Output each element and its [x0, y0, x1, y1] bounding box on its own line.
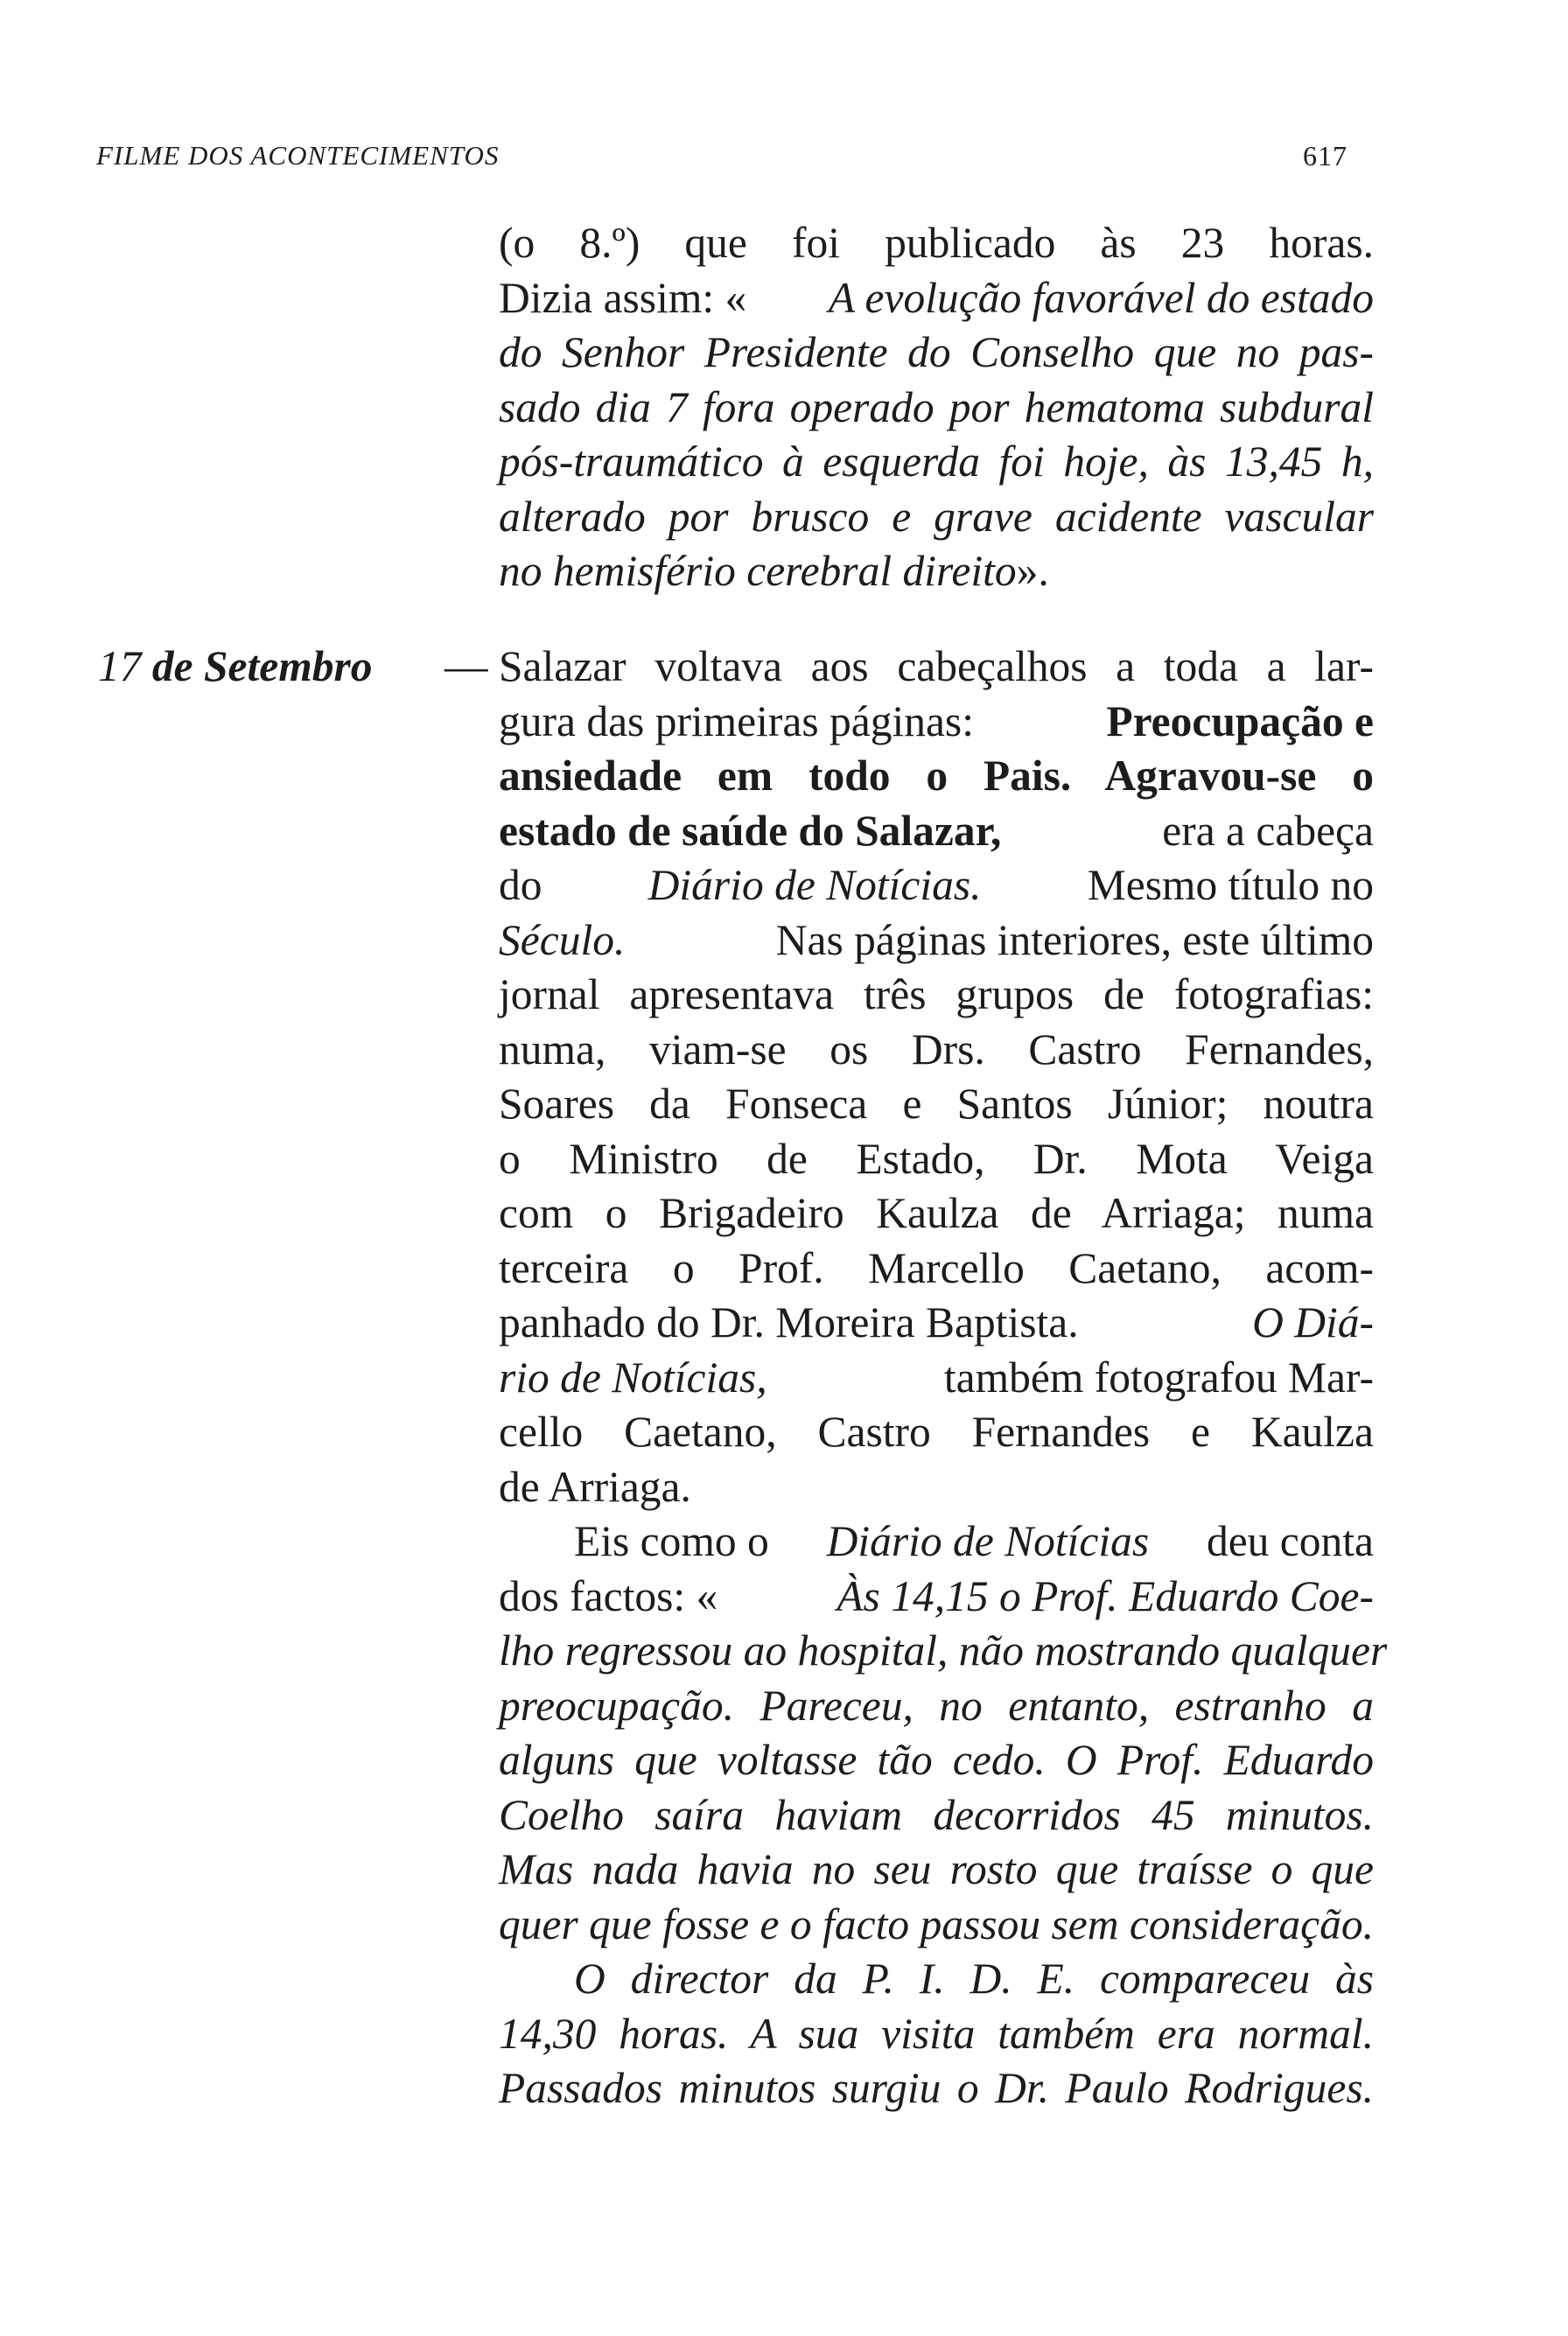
text-line: dos factos: « Às 14,15 o Prof. Eduardo Coe-	[499, 1571, 1374, 1620]
text-line: jornal apresentava três grupos de fotografias:	[499, 970, 1374, 1018]
text-line: Salazar voltava aos cabeçalhos a toda a lar-	[499, 642, 1374, 690]
entry-date	[98, 640, 372, 695]
running-head	[96, 140, 1348, 182]
text-line: do Diário de Notícias. Mesmo título no	[499, 861, 1374, 909]
text-line: Passados minutos surgiu o Dr. Paulo Rodrigues.	[499, 2064, 1374, 2112]
text-line: estado de saúde do Salazar, era a cabeça	[499, 804, 1374, 859]
text-line: rio de Notícias, também fotografou Mar-	[499, 1353, 1374, 1402]
text-line: no hemisfério cerebral direito ».	[499, 547, 1049, 595]
text-line: o Ministro de Estado, Dr. Mota Veiga	[499, 1134, 1374, 1183]
entry-date-month: de Setembro	[151, 642, 373, 690]
text-line: O director da P. I. D. E. compareceu às	[574, 1955, 1374, 2003]
text-line: quer que fosse e o facto passou sem consideração.	[499, 1899, 1374, 1948]
text-line: Dizia assim: « A evolução favorável do estado	[499, 273, 1374, 322]
text-line: alterado por brusco e grave acidente vascular	[499, 492, 1374, 541]
text-line: 14,30 horas. A sua visita também era normal.	[499, 2009, 1374, 2058]
text-line: numa, viam-se os Drs. Castro Fernandes,	[499, 1025, 1374, 1074]
text-line: com o Brigadeiro Kaulza de Arriaga; numa	[499, 1189, 1374, 1237]
text-line: Mas nada havia no seu rosto que traísse o que	[499, 1845, 1374, 1893]
entry-dash: —	[444, 642, 488, 690]
text-line: terceira o Prof. Marcello Caetano, acom-	[499, 1243, 1374, 1292]
text-line: (o 8.º) que foi publicado às 23 horas.	[499, 219, 1374, 267]
text-line: cello Caetano, Castro Fernandes e Kaulza	[499, 1408, 1374, 1456]
text-line: Coelho saíra haviam decorridos 45 minutos.	[499, 1790, 1374, 1839]
text-line: de Arriaga.	[499, 1462, 691, 1511]
page-number: 617	[1303, 140, 1348, 171]
entry-paragraph	[499, 640, 1388, 2116]
text-line: lho regressou ao hospital, não mostrando qualquer	[499, 1626, 1388, 1675]
text-line: preocupação. Pareceu, no entanto, estranho a	[499, 1681, 1374, 1730]
text-line: Eis como o Diário de Notícias deu conta	[574, 1517, 1374, 1565]
text-line: Soares da Fonseca e Santos Júnior; noutra	[499, 1080, 1374, 1128]
text-line: do Senhor Presidente do Conselho que no pas-	[499, 328, 1374, 376]
text-line: pós-traumático à esquerda foi hoje, às 13,45 h,	[499, 437, 1374, 486]
continuation-paragraph	[499, 216, 1374, 599]
text-line: sado dia 7 fora operado por hematoma subdural	[499, 382, 1374, 431]
text-line: panhado do Dr. Moreira Baptista. O Diá-	[499, 1298, 1374, 1346]
text-line: gura das primeiras páginas: Preocupação e	[499, 695, 1374, 750]
headline-text: Preocupação e	[1106, 696, 1374, 745]
text-line: alguns que voltasse tão cedo. O Prof. Eduardo	[499, 1736, 1374, 1784]
headline-text: ansiedade em todo o Pais. Agravou-se o	[499, 752, 1374, 800]
running-title: FILME DOS ACONTECIMENTOS	[96, 140, 500, 171]
entry-date-day: 17	[98, 642, 142, 690]
text-line	[499, 749, 1374, 804]
headline-text: estado de saúde do Salazar,	[499, 806, 1002, 855]
text-line: Século. Nas páginas interiores, este último	[499, 915, 1374, 964]
